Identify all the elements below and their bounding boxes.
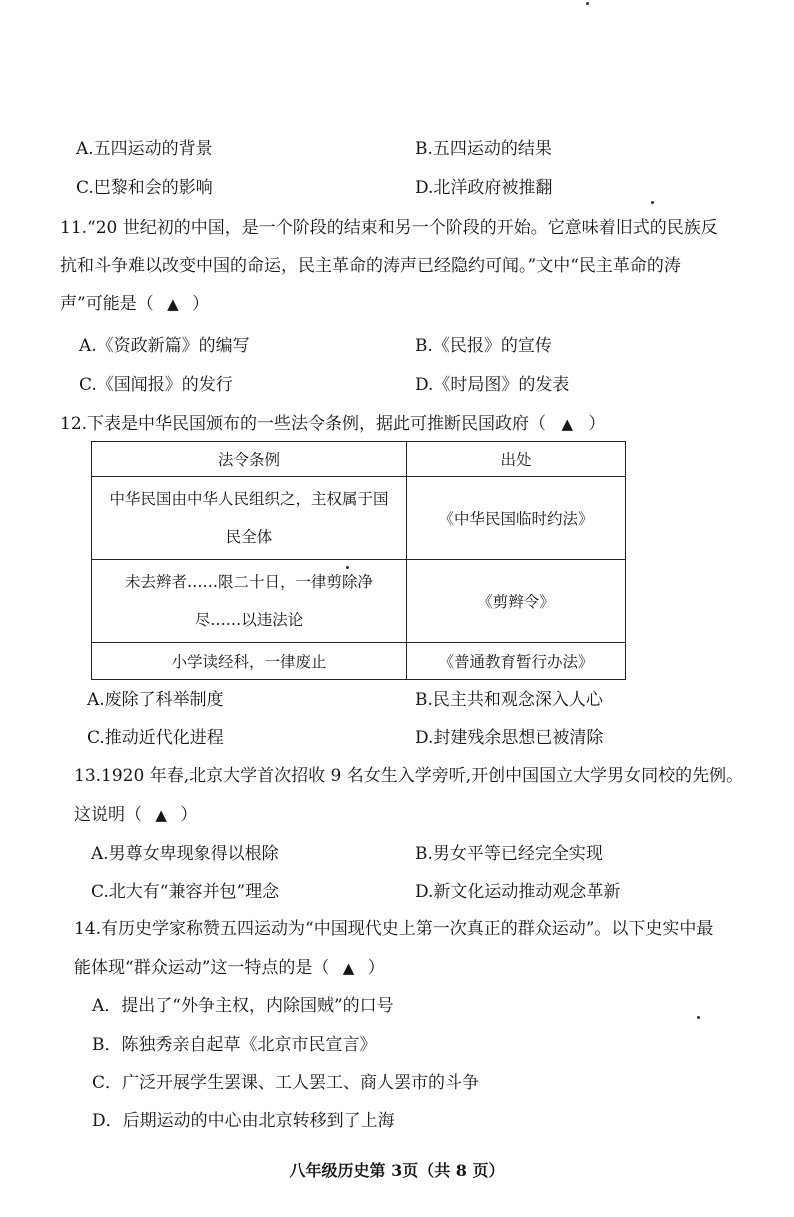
- q13-option-d: D.新文化运动推动观念革新: [415, 882, 621, 902]
- q12-option-d: D.封建残余思想已被清除: [415, 728, 604, 748]
- q14-line-1: 14.有历史学家称赞五四运动为“中国现代史上第一次真正的群众运动”。以下史实中最: [74, 919, 714, 939]
- answer-triangle-icon: ▲: [342, 959, 355, 977]
- q11-stem: [60, 209, 740, 323]
- q11-option-d: D.《时局图》的发表: [415, 375, 570, 395]
- scan-speck: [697, 1016, 700, 1019]
- q11-option-a: A.《资政新篇》的编写: [79, 336, 250, 356]
- law-text: 中华民国由中华人民组织之，主权属于国民全体: [109, 490, 389, 546]
- table-row: [92, 643, 626, 680]
- q12-stem-text: 12.下表是中华民国颁布的一些法令条例，据此可推断民国政府（: [60, 414, 547, 434]
- answer-triangle-icon: ▲: [561, 415, 573, 433]
- q10-option-b: B.五四运动的结果: [415, 139, 552, 159]
- q14-option-c: C．广泛开展学生罢课、工人罢工、商人罢市的斗争: [92, 1073, 480, 1093]
- table-header-row: [92, 442, 626, 477]
- q13-close-paren: ）: [180, 805, 198, 825]
- q12-option-b: B.民主共和观念深入人心: [415, 690, 603, 710]
- q13-line-2-text: 这说明（: [74, 805, 142, 825]
- table-cell-law: [92, 560, 407, 643]
- scan-speck: [346, 566, 349, 569]
- law-text: 未去辫者……限二十日，一律剪除净尽……以违法论: [124, 573, 373, 629]
- q12-close-paren: ）: [588, 414, 606, 434]
- q12-option-a: A.废除了科举制度: [87, 690, 224, 710]
- q11-line-3: [60, 285, 740, 323]
- scan-speck: [651, 201, 654, 204]
- q12-option-c: C.推动近代化进程: [87, 728, 224, 748]
- table-header-law: 法令条例: [92, 442, 407, 477]
- q11-line-1: 11.“20 世纪初的中国，是一个阶段的结束和另一个阶段的开始。它意味着旧式的民族反: [60, 218, 718, 238]
- q13-line-1: 13.1920 年春,北京大学首次招收 9 名女生入学旁听,开创中国国立大学男女同校的先例。: [74, 766, 744, 786]
- q14-option-a: A．提出了“外争主权，内除国贼”的口号: [92, 996, 394, 1016]
- q11-line-3-text: 声”可能是（: [60, 294, 154, 314]
- table-cell-law: [92, 477, 407, 560]
- table-cell-source: 《普通教育暂行办法》: [407, 643, 626, 680]
- answer-triangle-icon: ▲: [155, 806, 167, 824]
- q13-option-b: B.男女平等已经完全实现: [415, 844, 603, 864]
- q13-option-a: A.男尊女卑现象得以根除: [91, 844, 279, 864]
- table-header-source: 出处: [407, 442, 626, 477]
- q14-line-2-text: 能体现“群众运动”这一特点的是（: [74, 958, 330, 978]
- q11-option-c: C.《国闻报》的发行: [79, 375, 233, 395]
- q11-close-paren: ）: [192, 294, 210, 314]
- q14-line-2: [74, 957, 385, 979]
- q13-option-c: C.北大有“兼容并包”理念: [91, 882, 280, 902]
- table-row: [92, 560, 626, 643]
- table-row: [92, 477, 626, 560]
- q11-option-b: B.《民报》的宣传: [415, 336, 552, 356]
- scan-speck: [586, 2, 589, 5]
- q10-option-c: C.巴黎和会的影响: [76, 178, 213, 198]
- laws-table: [91, 441, 626, 680]
- q11-line-2: 抗和斗争难以改变中国的命运，民主革命的涛声已经隐约可闻。”文中“民主革命的涛: [60, 256, 681, 276]
- table-cell-source: 《剪辫令》: [407, 560, 626, 643]
- table-cell-source: 《中华民国临时约法》: [407, 477, 626, 560]
- q12-stem: [60, 413, 605, 435]
- q13-line-2: [74, 804, 197, 826]
- q14-option-d: D．后期运动的中心由北京转移到了上海: [92, 1111, 395, 1131]
- answer-triangle-icon: ▲: [167, 295, 179, 313]
- table-cell-law: 小学读经科，一律废止: [92, 643, 407, 680]
- q10-option-a: A.五四运动的背景: [76, 139, 213, 159]
- q10-option-d: D.北洋政府被推翻: [415, 178, 553, 198]
- q14-option-b: B．陈独秀亲自起草《北京市民宣言》: [92, 1035, 377, 1055]
- page-footer: 八年级历史第 3页（共 8 页）: [289, 1161, 505, 1180]
- q14-close-paren: ）: [367, 958, 385, 978]
